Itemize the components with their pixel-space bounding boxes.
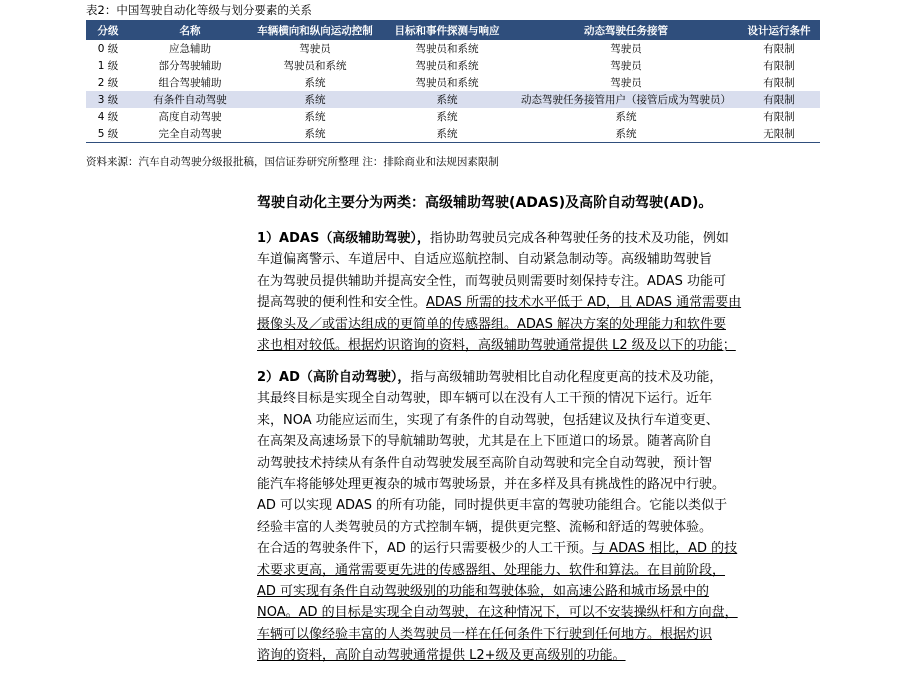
text-line: 其最终目标是实现全自动驾驶，即车辆可以在没有人工干预的情况下运行。近年 bbox=[257, 391, 713, 407]
text-line: 车道偏离警示、车道居中、自适应巡航控制、自动紧急制动等。高级辅助驾驶旨 bbox=[257, 252, 713, 268]
cell-odd: 有限制 bbox=[738, 91, 820, 108]
cell-odd: 有限制 bbox=[763, 77, 795, 89]
text-line: 在高架及高速场景下的导航辅助驾驶，尤其是在上下匝道口的场景。随著高阶自 bbox=[257, 434, 713, 450]
text-span: 提高驾驶的便利性和安全性。 bbox=[257, 295, 427, 311]
cell-motion-control: 系统 bbox=[304, 111, 326, 123]
cell-detection-response: 系统 bbox=[380, 125, 514, 143]
header-detection-response: 目标和事件探测与响应 bbox=[380, 20, 514, 40]
cell-motion-control: 系统 bbox=[250, 125, 380, 143]
underlined-line: AD 可实现有条件自动驾驶级别的功能和驾驶体验，如高速公路和城市场景中的 bbox=[257, 584, 710, 600]
paragraph-lead: 1）ADAS（高级辅助驾驶）， bbox=[257, 231, 430, 246]
cell-name: 完全自动驾驶 bbox=[130, 125, 250, 143]
underlined-text: ADAS 所需的技术水平低于 AD，且 ADAS 通常需要由 bbox=[426, 295, 742, 311]
autonomy-level-table bbox=[86, 20, 820, 143]
cell-takeover: 系统 bbox=[514, 125, 738, 143]
table-row bbox=[86, 108, 820, 125]
header-odd: 设计运行条件 bbox=[738, 20, 820, 40]
underlined-text: 与 ADAS 相比，AD 的技 bbox=[592, 541, 738, 557]
table-row-highlighted bbox=[86, 91, 820, 108]
cell-name: 部分驾驶辅助 bbox=[158, 60, 222, 72]
table-row bbox=[86, 57, 820, 74]
header-takeover: 动态驾驶任务接管 bbox=[514, 20, 738, 40]
table-caption: 表2：中国驾驶自动化等级与划分要素的关系 bbox=[86, 3, 312, 17]
text-span: 指协助驾驶员完成各种驾驶任务的技术及功能，例如 bbox=[429, 231, 729, 246]
cell-detection-response: 系统 bbox=[436, 111, 458, 123]
paragraph-ad bbox=[257, 367, 827, 667]
table-row bbox=[86, 40, 820, 57]
cell-motion-control: 驾驶员和系统 bbox=[283, 60, 347, 72]
underlined-line: 术要求更高，通常需要更先进的传感器组、处理能力、软件和算法。在目前阶段， bbox=[257, 562, 726, 578]
cell-odd: 有限制 bbox=[763, 111, 795, 123]
header-name: 名称 bbox=[130, 20, 250, 40]
text-line bbox=[257, 538, 827, 559]
underlined-line: 车辆可以像经验丰富的人类驾驶员一样在任何条件下行驶到任何地方。根据灼识 bbox=[257, 626, 713, 642]
cell-detection-response: 驾驶员和系统 bbox=[415, 43, 479, 55]
cell-takeover: 驾驶员 bbox=[610, 43, 642, 55]
underlined-line: 求也相对较低。根据灼识谘询的资料，高级辅助驾驶通常提供 L2 级及以下的功能； bbox=[257, 338, 736, 354]
paragraph-lead: 2）AD（高阶自动驾驶）， bbox=[257, 370, 411, 385]
cell-odd: 无限制 bbox=[738, 125, 820, 143]
cell-takeover: 动态驾驶任务接管用户（接管后成为驾驶员） bbox=[514, 91, 738, 108]
cell-motion-control: 驾驶员 bbox=[299, 43, 331, 55]
underlined-line: 摄像头及／或雷达组成的更简单的传感器组。ADAS 解决方案的处理能力和软件要 bbox=[257, 316, 726, 332]
cell-takeover: 系统 bbox=[615, 111, 637, 123]
cell-motion-control: 系统 bbox=[250, 91, 380, 108]
cell-level: 1 级 bbox=[97, 60, 119, 72]
cell-level: 4 级 bbox=[97, 111, 119, 123]
cell-name: 高度自动驾驶 bbox=[158, 111, 222, 123]
underlined-line: 谘询的资料，高阶自动驾驶通常提供 L2+级及更高级别的功能。 bbox=[257, 648, 626, 664]
text-span: 指与高级辅助驾驶相比自动化程度更高的技术及功能， bbox=[410, 370, 723, 385]
cell-takeover: 驾驶员 bbox=[610, 60, 642, 72]
cell-detection-response: 驾驶员和系统 bbox=[415, 77, 479, 89]
cell-takeover: 驾驶员 bbox=[610, 77, 642, 89]
section-heading: 驾驶自动化主要分为两类：高级辅助驾驶(ADAS)及高阶自动驾驶(AD)。 bbox=[257, 195, 713, 211]
table-header-row bbox=[86, 20, 820, 40]
text-line: 动驾驶技术持续从有条件自动驾驶发展至高阶自动驾驶和完全自动驾驶，预计智 bbox=[257, 455, 713, 471]
cell-odd: 有限制 bbox=[763, 43, 795, 55]
underlined-line: NOA。AD 的目标是实现全自动驾驶，在这种情况下，可以不安装操纵杆和方向盘， bbox=[257, 605, 738, 621]
header-level: 分级 bbox=[86, 20, 130, 40]
cell-motion-control: 系统 bbox=[304, 77, 326, 89]
cell-detection-response: 系统 bbox=[380, 91, 514, 108]
cell-name: 组合驾驶辅助 bbox=[158, 77, 222, 89]
text-line: 在为驾驶员提供辅助并提高安全性，而驾驶员则需要时刻保持专注。ADAS 功能可 bbox=[257, 273, 726, 289]
header-motion-control: 车辆横向和纵向运动控制 bbox=[250, 20, 380, 40]
cell-detection-response: 驾驶员和系统 bbox=[415, 60, 479, 72]
table-source-note: 资料来源：汽车自动驾驶分级报批稿，国信证券研究所整理 注：排除商业和法规因素限制 bbox=[86, 156, 499, 168]
cell-level: 2 级 bbox=[97, 77, 119, 89]
cell-level: 0 级 bbox=[97, 43, 119, 55]
text-line bbox=[257, 228, 827, 249]
text-line: AD 可以实现 ADAS 的所有功能，同时提供更丰富的驾驶功能组合。它能以类似于 bbox=[257, 498, 728, 514]
cell-level: 3 级 bbox=[86, 91, 130, 108]
cell-level: 5 级 bbox=[86, 125, 130, 143]
text-line bbox=[257, 292, 827, 313]
text-line: 能汽车将能够处理更複杂的城市驾驶场景，并在多样及具有挑战性的路况中行驶。 bbox=[257, 477, 726, 493]
text-line: 经验丰富的人类驾驶员的方式控制车辆，提供更完整、流畅和舒适的驾驶体验。 bbox=[257, 519, 713, 535]
cell-name: 有条件自动驾驶 bbox=[130, 91, 250, 108]
text-span: 在合适的驾驶条件下，AD 的运行只需要极少的人工干预。 bbox=[257, 541, 593, 557]
text-line bbox=[257, 367, 827, 388]
table-row bbox=[86, 125, 820, 143]
text-line: 来，NOA 功能应运而生，实现了有条件的自动驾驶，包括建议及执行车道变更、 bbox=[257, 412, 719, 428]
cell-odd: 有限制 bbox=[763, 60, 795, 72]
table-row bbox=[86, 74, 820, 91]
cell-name: 应急辅助 bbox=[169, 43, 211, 55]
paragraph-adas bbox=[257, 228, 827, 356]
